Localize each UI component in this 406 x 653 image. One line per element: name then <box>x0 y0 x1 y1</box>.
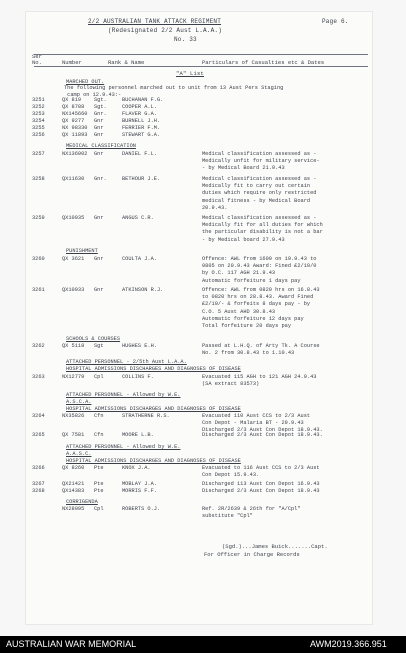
signature-for: For Officer in Charge Records <box>204 551 300 558</box>
marched-out-intro: The following personnel marched out to unit from 13 Aust Pers Staging camp on 12.9.43:- <box>64 85 284 98</box>
section-corrigenda: CORRIGENDA <box>66 499 98 505</box>
signature-line: (Sgd.)...James Buick.......Capt. <box>222 543 328 550</box>
header-rule-bottom <box>34 66 368 67</box>
section-attached-personnel: ATTACHED PERSONNEL - Allowed by W.E. <box>66 444 181 450</box>
section-hospital: HOSPITAL ADMISSIONS DISCHARGES AND DIAGNOSES OF DISEASE <box>66 458 241 464</box>
section-medical: MEDICAL CLASSIFICATION <box>66 143 136 149</box>
section-attached-personnel: ATTACHED PERSONNEL - 2/5th Aust L.A.A. <box>66 359 187 365</box>
archive-reference: AWM2019.366.951 <box>310 639 387 649</box>
section-marched-out: MARCHED OUT. <box>66 79 105 85</box>
col-particulars: Particulars of Casualties etc & Dates <box>202 59 325 66</box>
section-punishment: PUNISHMENT <box>66 248 98 254</box>
page-number: Page 6. <box>322 18 349 25</box>
archive-name: AUSTRALIAN WAR MEMORIAL <box>6 639 137 649</box>
col-number: Number <box>62 59 82 66</box>
archive-footer <box>0 636 406 653</box>
section-hospital: HOSPITAL ADMISSIONS DISCHARGES AND DIAGNOSES OF DISEASE <box>66 406 241 412</box>
col-rank-name: Rank & Name <box>108 59 145 66</box>
order-number: No. 33 <box>174 36 197 43</box>
section-asca: A.A.S.C. <box>66 451 92 457</box>
section-hospital: HOSPITAL ADMISSIONS DISCHARGES AND DIAGNOSES OF DISEASE <box>66 366 241 372</box>
section-schools: SCHOOLS & COURSES <box>66 336 121 342</box>
section-attached-personnel: ATTACHED PERSONNEL - Allowed by W.E. <box>66 392 181 398</box>
col-ser-no: Ser No. <box>32 53 42 66</box>
unit-title: 2/2 AUSTRALIAN TANK ATTACK REGIMENT <box>88 18 222 25</box>
document-page: 2/2 AUSTRALIAN TANK ATTACK REGIMENT Page 6. (Redesignated 2/2 Aust L.A.A.) No. 33 Ser No. Number Rank & Name Particulars of Casualties etc & Dates "A" List MARCHED OUT. The following personnel marched out to unit from 13 Aust Pers Staging camp on 12.9.43:- 3251 QX 819 Sgt. BUCHANAN F.G. 3252 QX 8788 Sgt. COOPER A.L. 3253 NX145660 Gnr. FLAVER G.A. 3254 QX 9277 Gnr BURNELL J.H. 3255 NX 98330 Gnr FERRIER F.M. 3256 QX 11893 Gnr STEWART G.A. MEDICAL CLASSIFICATION 3257 NX136902 Gnr DANIEL F.L. Medical classification assessed as - Medically unfit for military service- - by Medical Board 21.9.43 3258 QX11630 Gnr. BETHOUR J.E. Medical classification assessed as - Medically fit to carry out certain duties which require only restricted medical fitness - by Medical Board 20.9.43. 3259 QX10035 Gnr ANGUS C.R. Medical classification assessed as - Medically fit for all duties for which the particular disability is not a bar - by Medical board 27.9.43 PUNISHMENT 3260 QX 3621 Gnr COULTA J.A. Offence: AWL from 1600 on 19.9.43 to 0805 on 20.9.43 Award: Fined £2/10/0 by O.C. 117 AGH 21.9.43 Automatic forfeiture 1 days pay 3261 QX10933 Gnr ATKINSON R.J. Offence: AWL from 0820 hrs on 16.8.43 to 0820 hrs on 28.8.43. Award Fined £2/10/- & forfeits 8 days pay - by C.O. 5 Aust AHD 30.8.43 Automatic forfeiture 12 days pay Total forfeiture 20 days pay SCHOOLS & COURSES 3262 QX 5118 Sgt HUGHES E.H. Passed at L.H.Q. of Arty Tk. A Course No. 2 from 30.8.43 to 1.10.43 ATTACHED PERSONNEL - 2/5th Aust L.A.A. HOSPITAL ADMISSIONS DISCHARGES AND DIAGNOSES OF DISEASE 3263 NX12779 Cpl COLLINS F. Evacuated 115 AGH to 121 AGH 24.9.43 (SA extract 83573) ATTACHED PERSONNEL - Allowed by W.E. A.S.C.A. HOSPITAL ADMISSIONS DISCHARGES AND DIAGNOSES OF DISEASE 3264 NX35826 Cfn STRATHERNE R.S. Evacuated 110 Aust CCS to 2/3 Aust Con Depot - Malaria BT - 29.9.43 Discharged 2/3 Aust Con Depot 18.9.43. 3265 QX 7581 Cfn MOORE L.B. Discharged 2/3 Aust Con Depot 18.9.43. ATTACHED PERSONNEL - Allowed by W.E. A.A.S.C. HOSPITAL ADMISSIONS DISCHARGES AND DIAGNOSES OF DISEASE 3266 QX 8260 Pte KNOX J.A. Evacuated to 116 Aust CCS to 2/3 Aust Con Depot 15.9.43. 3267 QX21421 Pte MOBLAY J.A. Discharged 113 Aust Con Depot 16.9.43 3268 QX14383 Pte MORRIS F.F. Discharged 2/3 Aust Con Depot 18.9.43 CORRIGENDA NX28095 Cpl ROBERTS O.J. Ref. 2R/2639 & 26th for "A/Cpl" substitute "Cpl" (Sgd.)...James Buick.......Capt. For Officer in Charge Records <box>26 12 372 624</box>
section-asca: A.S.C.A. <box>66 399 92 405</box>
unit-subtitle: (Redesignated 2/2 Aust L.A.A.) <box>108 27 223 34</box>
list-title: "A" List <box>176 70 205 77</box>
header-rule-top <box>34 54 368 55</box>
